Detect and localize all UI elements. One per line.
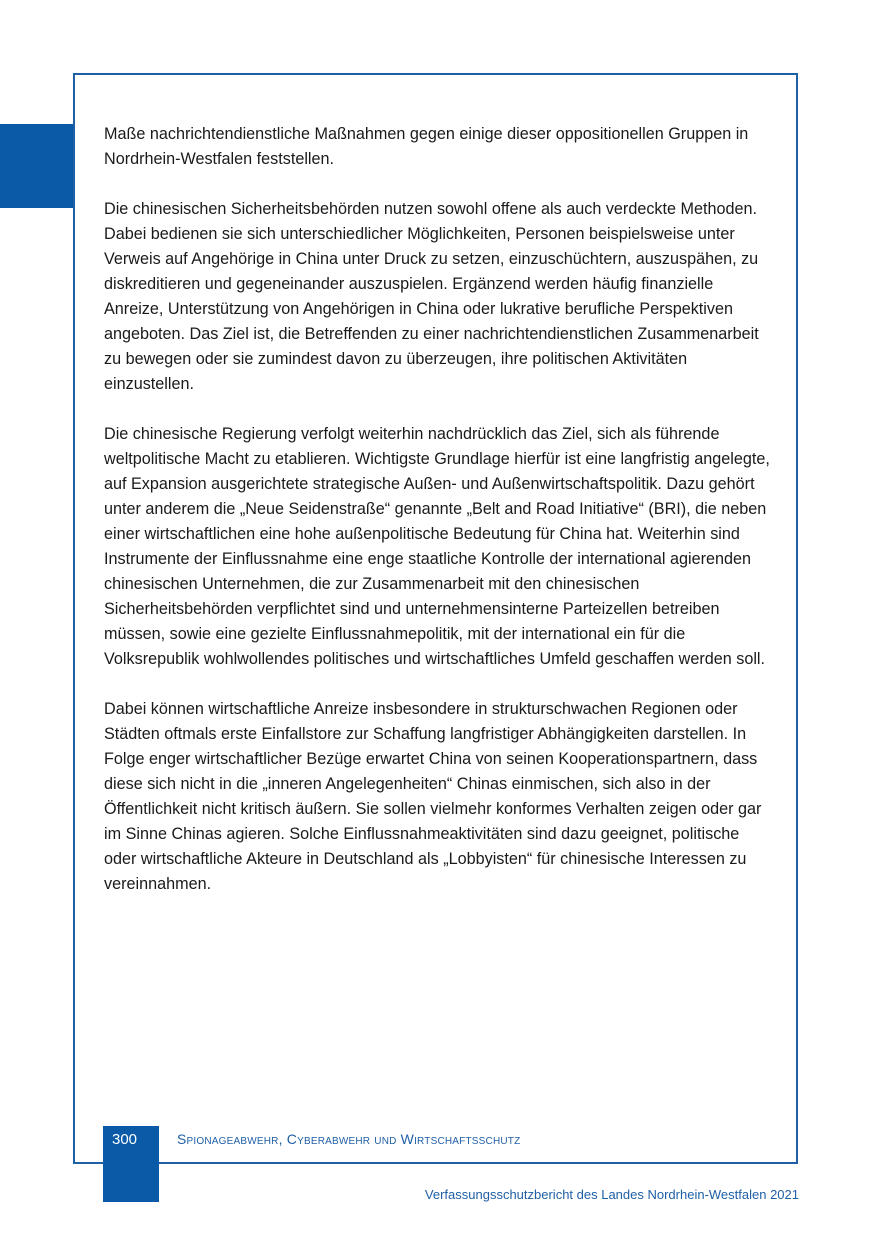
section-title: Spionageabwehr, Cyberabwehr und Wirtschaftsschutz — [177, 1131, 521, 1147]
paragraph: Maße nachrichtendienstliche Maßnahmen gegen einige dieser oppositionellen Gruppen in Nordrhein-Westfalen feststellen. — [104, 125, 749, 168]
paragraph: Dabei können wirtschaftliche Anreize insbesondere in strukturschwachen Regionen oder Städten oftmals erste Einfallstore zur Schaffung langfristiger Abhängigkeiten darstellen. In Folge enger wirtschaftlicher Bezüge erwartet China von seinen Kooperationspartnern, dass diese sich nicht in die „inneren Angelegenheiten“ Chinas einmischen, sich also in der Öffentlichkeit nicht kritisch äußern. Sie sollen vielmehr konformes Verhalten zeigen oder gar im Sinne Chinas agieren. Solche Einflussnahmeaktivitäten sind dazu geeignet, politische oder wirtschaftliche Akteure in Deutschland als „Lobbyisten“ für chinesische Interessen zu vereinnahmen. — [104, 700, 762, 893]
side-tab-marker — [0, 124, 74, 208]
footer-text: Verfassungsschutzbericht des Landes Nordrhein-Westfalen 2021 — [424, 1187, 799, 1202]
paragraph: Die chinesische Regierung verfolgt weiterhin nachdrücklich das Ziel, sich als führende weltpolitische Macht zu etablieren. Wichtigste Grundlage hierfür ist eine langfristig angelegte, auf Expansion ausgerichtete strategische Außen- und Außenwirtschaftspolitik. Dazu gehört unter anderem die „Neue Seidenstraße“ genannte „Belt and Road Initiative“ (BRI), die neben einer wirtschaftlichen eine hohe außenpolitische Bedeutung für China hat. Weiterhin sind Instrumente der Einflussnahme eine enge staatliche Kontrolle der international agierenden chinesischen Unternehmen, die zur Zusammenarbeit mit den chinesischen Sicherheitsbehörden verpflichtet sind und unternehmensinterne Parteizellen betreiben müssen, sowie eine gezielte Einflussnahmepolitik, mit der international ein für die Volksrepublik wohlwollendes politisches und wirtschaftliches Umfeld geschaffen werden soll. — [104, 425, 770, 668]
page-number: 300 — [103, 1126, 159, 1202]
body-text — [104, 122, 772, 922]
paragraph: Die chinesischen Sicherheitsbehörden nutzen sowohl offene als auch verdeckte Methoden. Dabei bedienen sie sich unterschiedlicher Möglichkeiten, Personen beispielsweise unter Verweis auf Angehörige in China unter Druck zu setzen, einzuschüchtern, auszuspähen, zu diskreditieren und gegeneinander auszuspielen. Ergänzend werden häufig finanzielle Anreize, Unterstützung von Angehörigen in China oder lukrative berufliche Perspektiven angeboten. Das Ziel ist, die Betreffenden zu einer nachrichtendienstlichen Zusammenarbeit zu bewegen oder sie zumindest davon zu überzeugen, ihre politischen Aktivitäten einzustellen. — [104, 200, 759, 393]
